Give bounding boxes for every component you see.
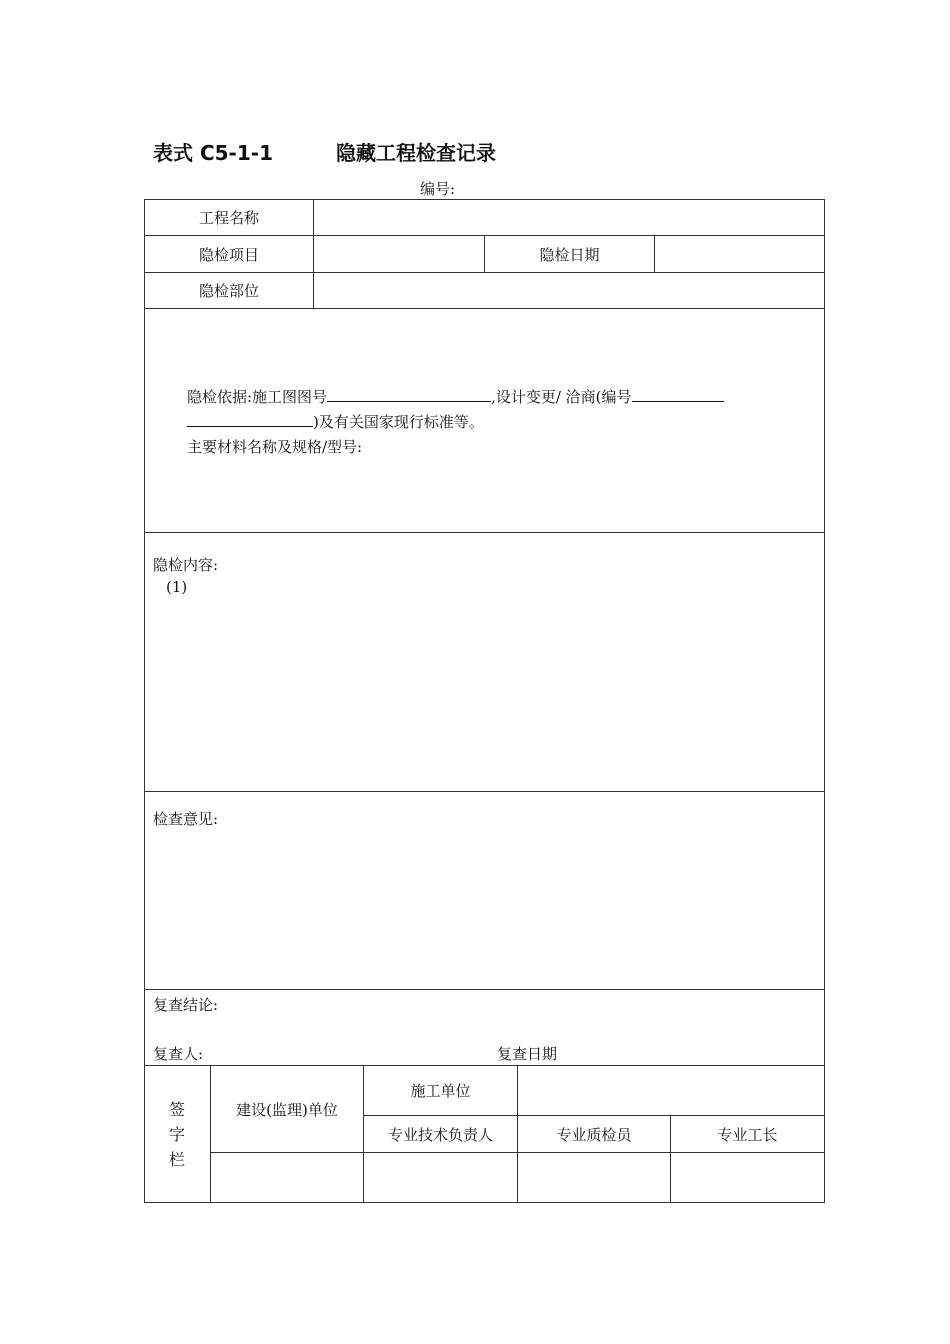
inspection-opinion-label: 检查意见: (153, 810, 219, 828)
inspection-location-label: 隐检部位 (198, 282, 259, 300)
materials-label: 主要材料名称及规格/型号: (187, 438, 363, 456)
contractor-name-field[interactable] (518, 1066, 824, 1115)
review-date-label: 复查日期 (497, 1045, 558, 1063)
form-title: 隐藏工程检查记录 (336, 141, 496, 165)
signature-char: 栏 (168, 1150, 185, 1169)
inspection-date-label: 隐检日期 (539, 245, 600, 264)
inspection-location-field[interactable] (314, 273, 824, 308)
inspection-item-label: 隐检项目 (198, 245, 259, 264)
owner-supervisor-label: 建设(监理)单位 (236, 1100, 338, 1119)
row-divider (144, 791, 825, 792)
form-title-line (153, 137, 653, 165)
inspection-basis-line-2 (187, 411, 484, 432)
project-name-field[interactable] (314, 199, 824, 236)
record-table (144, 199, 825, 1203)
drawing-number-blank[interactable] (327, 387, 491, 402)
foreman-signature-field[interactable] (671, 1153, 824, 1202)
owner-signature-field[interactable] (211, 1153, 363, 1202)
basis-middle: ,设计变更/ 洽商(编号 (491, 388, 632, 406)
project-name-label: 工程名称 (198, 209, 259, 227)
inspection-content-item-1: (1) (166, 578, 188, 596)
row-divider (144, 308, 825, 309)
foreman-label: 专业工长 (717, 1125, 778, 1144)
reviewer-label: 复查人: (153, 1045, 204, 1063)
signature-char: 签 (168, 1100, 185, 1119)
review-conclusion-label: 复查结论: (153, 996, 219, 1014)
inspection-basis-line-1 (187, 386, 724, 407)
row-divider (144, 989, 825, 990)
contractor-label: 施工单位 (410, 1082, 471, 1100)
serial-number-label: 编号: (420, 180, 456, 198)
signature-char: 字 (168, 1125, 185, 1144)
tech-lead-signature-field[interactable] (364, 1153, 517, 1202)
tech-lead-label: 专业技术负责人 (387, 1125, 493, 1144)
qc-inspector-label: 专业质检员 (556, 1125, 632, 1144)
basis-prefix: 隐检依据:施工图图号 (187, 388, 328, 406)
change-number-blank[interactable] (632, 387, 724, 402)
form-code: 表式 C5-1-1 (153, 141, 273, 165)
inspection-date-field[interactable] (655, 236, 824, 272)
change-number-blank-cont[interactable] (187, 412, 313, 427)
basis-suffix: )及有关国家现行标准等。 (313, 413, 484, 431)
row-divider (144, 532, 825, 533)
inspection-content-label: 隐检内容: (153, 556, 219, 574)
qc-signature-field[interactable] (518, 1153, 670, 1202)
signature-column-label (145, 1097, 209, 1172)
inspection-item-field[interactable] (314, 236, 484, 272)
